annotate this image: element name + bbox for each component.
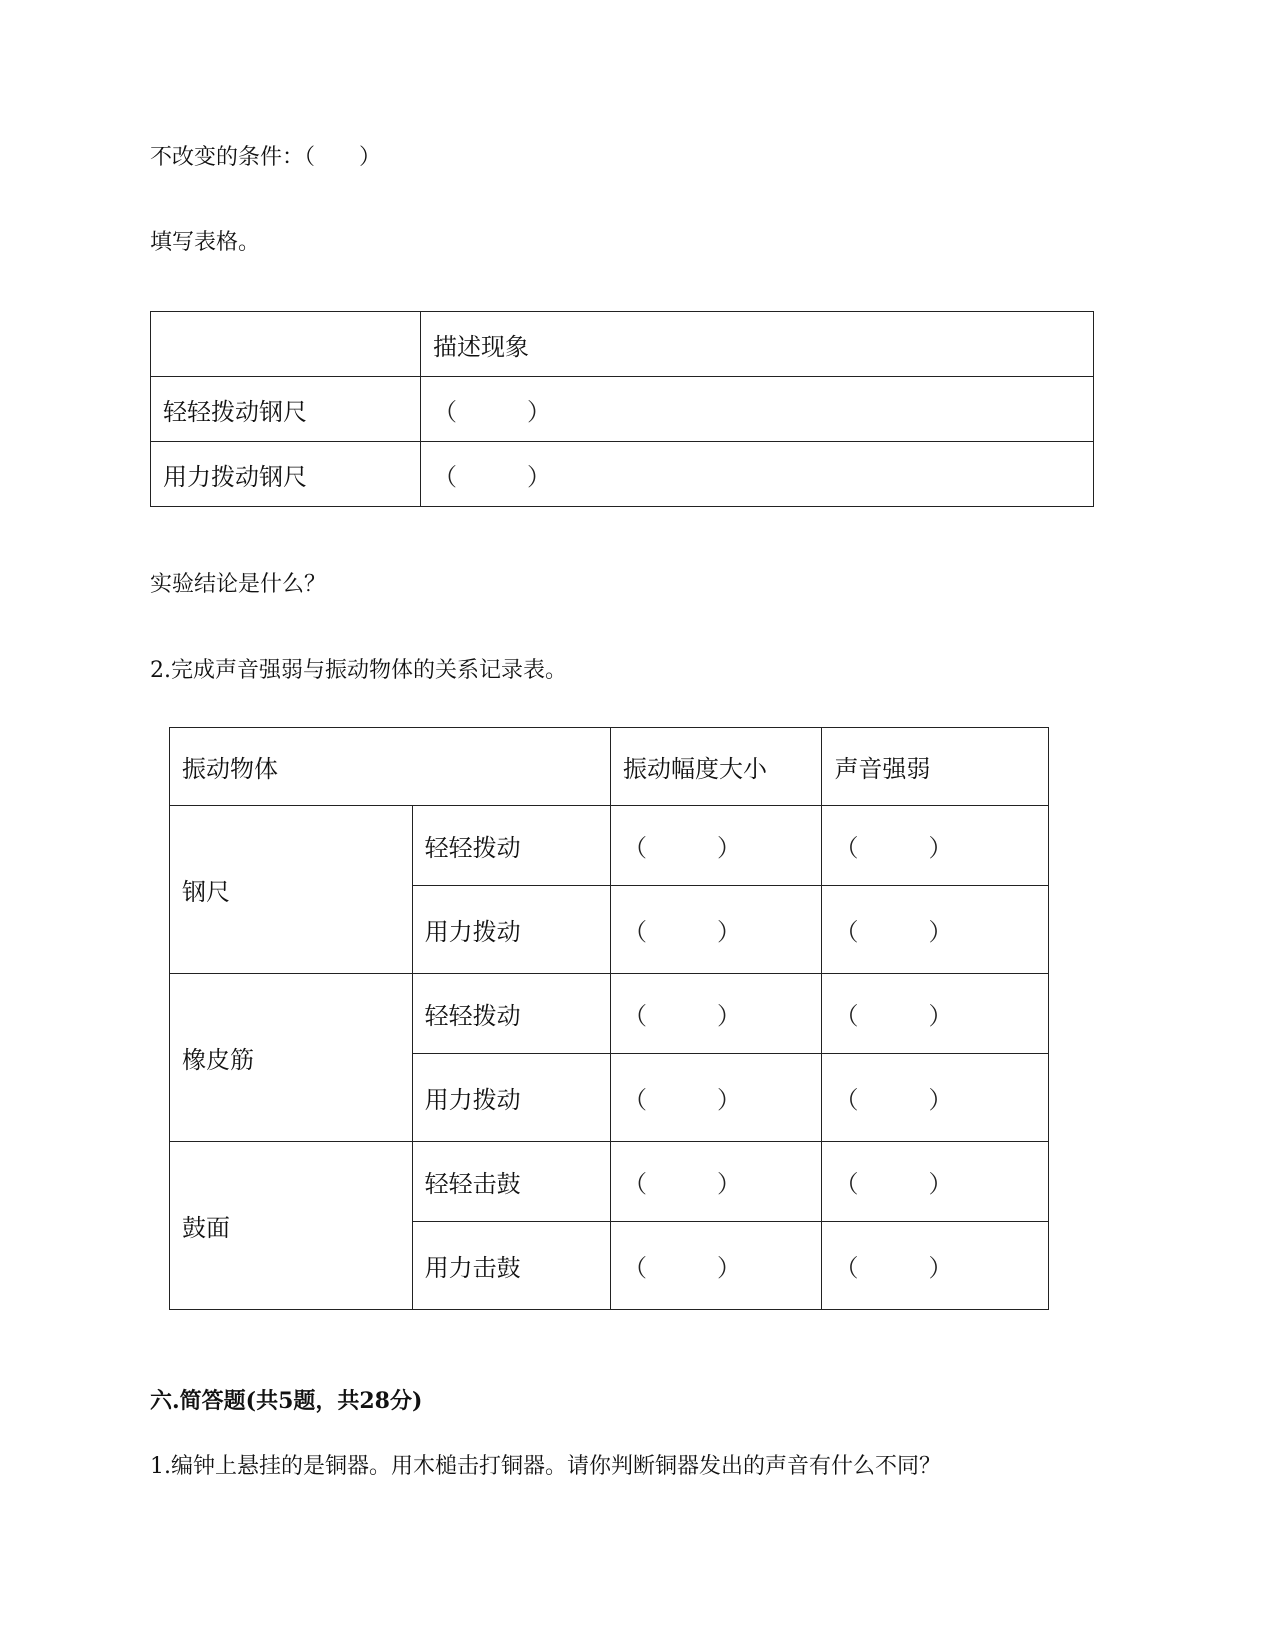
action-cell: 轻轻拨动 — [412, 806, 610, 886]
paren-close: ） — [527, 397, 551, 426]
paren-close: ） — [928, 834, 953, 862]
answer-blank[interactable] — [421, 442, 1094, 507]
loudness-blank[interactable] — [822, 1142, 1049, 1222]
paren-open: （ — [623, 1086, 647, 1114]
paren-close: ） — [717, 1254, 741, 1282]
action-cell: 用力击鼓 — [412, 1222, 610, 1310]
paren-close: ） — [717, 1170, 741, 1198]
conclusion-question: 实验结论是什么？ — [150, 572, 327, 597]
loudness-blank[interactable] — [822, 806, 1049, 886]
amplitude-blank[interactable] — [611, 1222, 822, 1310]
paren-open: （ — [834, 834, 859, 862]
paren-close: ） — [928, 1254, 953, 1282]
paren-open: （ — [834, 1170, 859, 1198]
amplitude-blank[interactable] — [611, 886, 822, 974]
loudness-blank[interactable] — [822, 974, 1049, 1054]
paren-close: ） — [717, 834, 741, 862]
amplitude-blank[interactable] — [611, 1054, 822, 1142]
section-heading: 六.简答题(共5题，共28分) — [150, 1388, 423, 1414]
table-row — [170, 806, 1049, 886]
header-object: 振动物体 — [170, 728, 611, 806]
header-amplitude: 振动幅度大小 — [611, 728, 822, 806]
table-row — [170, 1142, 1049, 1222]
paren-open: （ — [834, 1002, 859, 1030]
row-label: 用力拨动钢尺 — [151, 442, 421, 507]
paren-open: （ — [834, 918, 859, 946]
header-cell-empty — [151, 312, 421, 377]
paren-open: （ — [623, 1002, 647, 1030]
paren-close: ） — [527, 462, 551, 491]
action-cell: 用力拨动 — [412, 886, 610, 974]
loudness-record-table — [169, 727, 1049, 1310]
loudness-blank[interactable] — [822, 1222, 1049, 1310]
paren-open: （ — [433, 462, 457, 491]
table-row — [170, 728, 1049, 806]
loudness-blank[interactable] — [822, 1054, 1049, 1142]
paren-close: ） — [928, 1086, 953, 1114]
action-cell: 轻轻拨动 — [412, 974, 610, 1054]
condition-line: 不改变的条件：（ ） — [150, 145, 382, 170]
paren-open: （ — [834, 1086, 859, 1114]
table-row — [151, 377, 1094, 442]
paren-open: （ — [834, 1254, 859, 1282]
paren-close: ） — [928, 1002, 953, 1030]
answer-blank[interactable] — [421, 377, 1094, 442]
fill-table-instruction: 填写表格。 — [150, 230, 261, 255]
question-2: 2.完成声音强弱与振动物体的关系记录表。 — [150, 658, 567, 683]
amplitude-blank[interactable] — [611, 806, 822, 886]
paren-close: ） — [928, 1170, 953, 1198]
object-cell: 钢尺 — [170, 806, 413, 974]
loudness-blank[interactable] — [822, 886, 1049, 974]
row-label: 轻轻拨动钢尺 — [151, 377, 421, 442]
amplitude-blank[interactable] — [611, 1142, 822, 1222]
amplitude-blank[interactable] — [611, 974, 822, 1054]
paren-open: （ — [623, 1254, 647, 1282]
short-answer-question-1: 1.编钟上悬挂的是铜器。用木槌击打铜器。请你判断铜器发出的声音有什么不同？ — [150, 1454, 941, 1479]
paren-open: （ — [623, 1170, 647, 1198]
header-loudness: 声音强弱 — [822, 728, 1049, 806]
header-cell-description: 描述现象 — [421, 312, 1094, 377]
paren-close: ） — [717, 918, 741, 946]
paren-close: ） — [717, 1086, 741, 1114]
table-row — [151, 442, 1094, 507]
paren-open: （ — [433, 397, 457, 426]
paren-open: （ — [623, 918, 647, 946]
action-cell: 轻轻击鼓 — [412, 1142, 610, 1222]
object-cell: 鼓面 — [170, 1142, 413, 1310]
action-cell: 用力拨动 — [412, 1054, 610, 1142]
object-cell: 橡皮筋 — [170, 974, 413, 1142]
phenomenon-table — [150, 311, 1094, 507]
table-row — [170, 974, 1049, 1054]
paren-open: （ — [623, 834, 647, 862]
paren-close: ） — [717, 1002, 741, 1030]
table-row — [151, 312, 1094, 377]
paren-close: ） — [928, 918, 953, 946]
